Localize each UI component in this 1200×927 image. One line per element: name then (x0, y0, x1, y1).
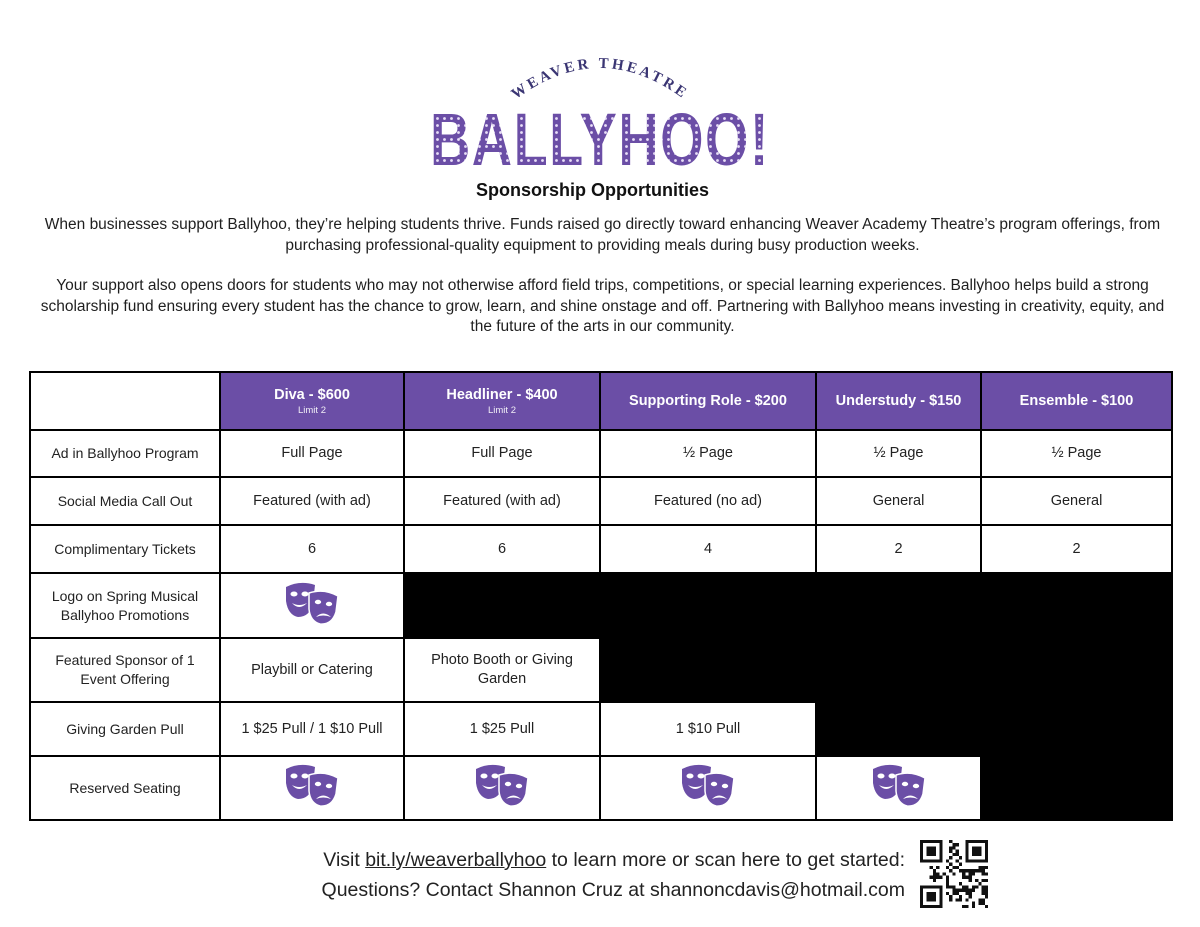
table-cell: Playbill or Catering (220, 638, 404, 702)
table-cell: Full Page (404, 430, 600, 477)
unavailable-cell (981, 756, 1172, 820)
theatre-masks-icon (472, 761, 532, 809)
row-label: Logo on Spring Musical Ballyhoo Promotions (30, 573, 220, 638)
table-cell: ½ Page (600, 430, 816, 477)
table-cell: Featured (with ad) (220, 477, 404, 525)
table-cell: Featured (no ad) (600, 477, 816, 525)
tier-header-row (30, 372, 1172, 430)
table-row (30, 525, 1172, 573)
unavailable-cell (981, 573, 1172, 638)
table-cell: Photo Booth or Giving Garden (404, 638, 600, 702)
table-cell: 6 (220, 525, 404, 573)
ballyhoo-logo (420, 38, 780, 178)
tier-name: Supporting Role - $200 (629, 392, 787, 409)
unavailable-cell (816, 573, 981, 638)
table-row (30, 573, 1172, 638)
tier-name: Ensemble - $100 (1019, 392, 1134, 409)
table-cell: 6 (404, 525, 600, 573)
tier-name: Headliner - $400 (446, 386, 558, 403)
tier-name: Diva - $600 (274, 386, 350, 403)
footer-contact-line: Questions? Contact Shannon Cruz at shannoncdavis@hotmail.com (321, 879, 905, 901)
table-cell: Featured (with ad) (404, 477, 600, 525)
tier-header-understudy (816, 372, 981, 430)
table-cell: 1 $10 Pull (600, 702, 816, 756)
table-row (30, 430, 1172, 477)
tier-header-ensemble (981, 372, 1172, 430)
qr-code-icon[interactable] (920, 840, 988, 908)
footer-visit-prefix: Visit (323, 849, 366, 871)
row-label: Reserved Seating (30, 756, 220, 820)
svg-text:WEAVER THEATRE (509, 56, 692, 103)
tier-header-headliner (404, 372, 600, 430)
table-cell: General (981, 477, 1172, 525)
table-row (30, 638, 1172, 702)
table-cell (220, 573, 404, 638)
row-label: Complimentary Tickets (30, 525, 220, 573)
table-cell (816, 756, 981, 820)
row-label: Social Media Call Out (30, 477, 220, 525)
page-title: Sponsorship Opportunities (476, 180, 709, 200)
tier-header-diva (220, 372, 404, 430)
table-row (30, 702, 1172, 756)
tier-name: Understudy - $150 (835, 392, 962, 409)
table-cell: Full Page (220, 430, 404, 477)
table-cell (220, 756, 404, 820)
footer-visit-suffix: to learn more or scan here to get started: (546, 849, 905, 871)
table-cell: 4 (600, 525, 816, 573)
unavailable-cell (600, 573, 816, 638)
tier-limit: Limit 2 (298, 404, 326, 416)
footer-visit-line (0, 849, 905, 872)
table-cell: 1 $25 Pull (404, 702, 600, 756)
table-cell: ½ Page (816, 430, 981, 477)
corner-cell (30, 372, 220, 430)
unavailable-cell (816, 702, 981, 756)
table-cell: ½ Page (981, 430, 1172, 477)
logo-bulb-overlay: BALLYHOO! (430, 98, 770, 178)
theatre-masks-icon (678, 761, 738, 809)
unavailable-cell (816, 638, 981, 702)
row-label: Giving Garden Pull (30, 702, 220, 756)
row-label: Featured Sponsor of 1 Event Offering (30, 638, 220, 702)
table-row (30, 756, 1172, 820)
table-cell: General (816, 477, 981, 525)
logo-main-text: BALLYHOO! (430, 98, 770, 178)
table-cell (600, 756, 816, 820)
support-paragraph: Your support also opens doors for students who may not otherwise afford field trips, competitions, or special learning experiences. Ballyhoo helps build a strong scholarship fund ensuring every student has the chance to grow, learn, and shine onstage and off. Partnering with Ballyhoo means investing in creativity, equity, and the future of the arts in our community. (40, 277, 1165, 335)
table-cell: 1 $25 Pull / 1 $10 Pull (220, 702, 404, 756)
unavailable-cell (600, 638, 816, 702)
unavailable-cell (404, 573, 600, 638)
row-label: Ad in Ballyhoo Program (30, 430, 220, 477)
table-cell: 2 (816, 525, 981, 573)
theatre-masks-icon (869, 761, 929, 809)
theatre-masks-icon (282, 761, 342, 809)
unavailable-cell (981, 702, 1172, 756)
table-cell (404, 756, 600, 820)
signup-link[interactable]: bit.ly/weaverballyhoo (365, 849, 547, 871)
theatre-masks-icon (282, 579, 342, 627)
sponsorship-table (29, 371, 1173, 821)
tier-limit: Limit 2 (488, 404, 516, 416)
logo-arc-text: WEAVER THEATRE (508, 55, 692, 103)
intro-paragraph: When businesses support Ballyhoo, they’re helping students thrive. Funds raised go directly toward enhancing Weaver Academy Theatre’s program offerings, from purchasing professional-quality equipment to providing meals during busy production weeks. (44, 216, 1161, 254)
tier-header-supporting-role (600, 372, 816, 430)
table-row (30, 477, 1172, 525)
unavailable-cell (981, 638, 1172, 702)
table-cell: 2 (981, 525, 1172, 573)
